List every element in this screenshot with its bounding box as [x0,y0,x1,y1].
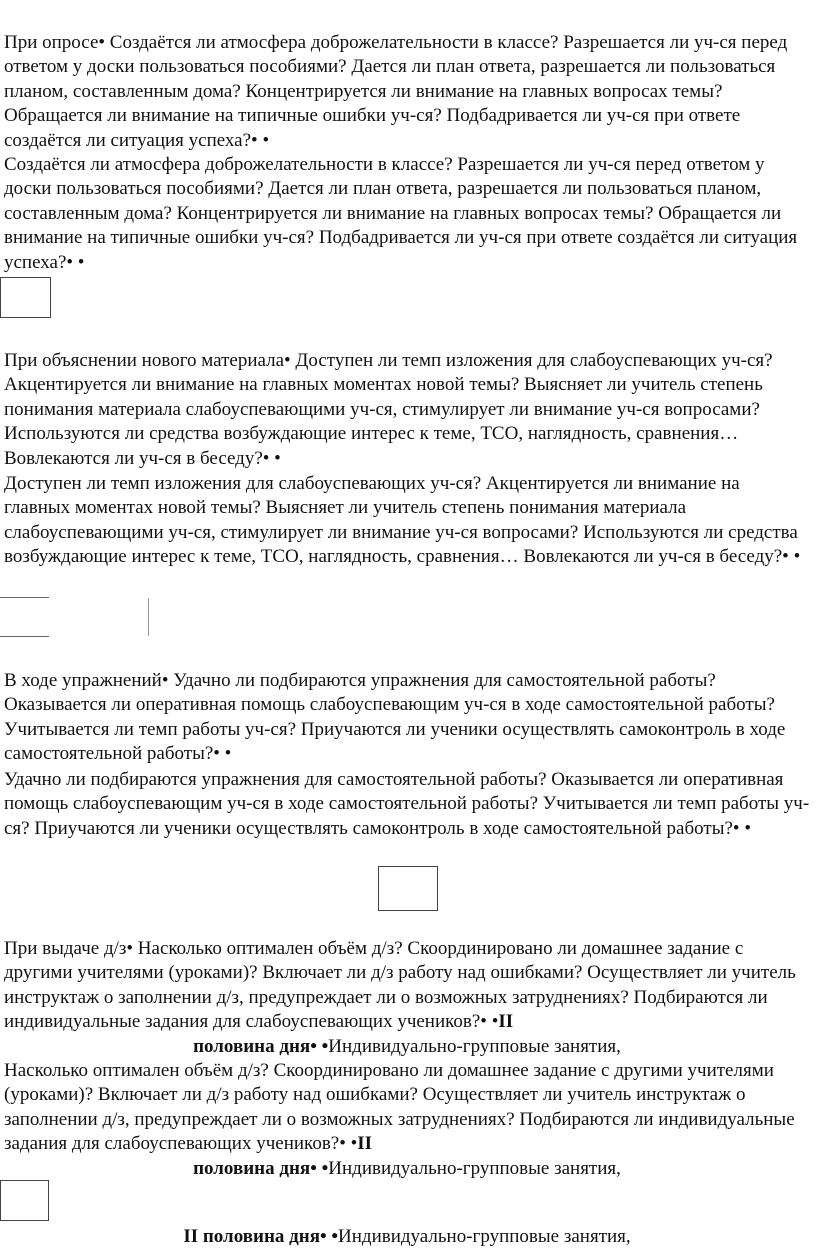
cell-border-top [0,597,49,598]
footer-line [4,1225,810,1249]
empty-cell-box [0,277,51,318]
footer-second-half-day-label: II половина дня• • [183,1226,339,1247]
second-half-label: II [357,1133,373,1155]
section-new-material-paragraph: При объяснении нового материала• Доступен ли темп изложения для слабоуспевающих уч-ся? Акцентируется ли внимание на главных моментах новой темы? Выясняет ли учитель степень понимания материала слабоуспевающими уч-ся, стимулирует ли внимание уч-ся вопросами? Используются ли средства возбуждающие интерес к теме, ТСО, наглядность, сравнения… Вовлекаются ли уч-ся в беседу?• • [4,350,773,469]
section-homework-repeat-paragraph: Насколько оптимален объём д/з? Скоординировано ли домашнее задание с другими учителями (уроками)? Включает ли д/з работу над ошибками? Осуществляет ли учитель инструктаж о заполнении д/з, предупреждает ли о возможных затруднениях? Подбираются ли индивидуальные задания для слабоуспевающих учеников?• • [4,1060,795,1155]
section-exercises-paragraph: В ходе упражнений• Удачно ли подбираются упражнения для самостоятельной работы? Оказывается ли оперативная помощь слабоуспевающим уч-ся в ходе самостоятельной работы? Учитывается ли темп работы уч-ся? Приучаются ли ученики осуществлять самоконтроль в ходе самостоятельной работы?• • [4,670,786,765]
section-homework-paragraph: При выдаче д/з• Насколько оптимален объём д/з? Скоординировано ли домашнее задание с другими учителями (уроками)? Включает ли д/з работу над ошибками? Осуществляет ли учитель инструктаж о заполнении д/з, предупреждает ли о возможных затруднениях? Подбираются ли индивидуальные задания для слабоуспевающих учеников?• • [4,938,796,1033]
second-half-day-label: половина дня• • [193,1157,329,1179]
second-half-label: II [498,1011,514,1033]
individual-group-classes-text: Индивидуально-групповые занятия, [328,1157,621,1179]
individual-group-classes-text: Индивидуально-групповые занятия, [328,1035,621,1057]
section-homework-subline [4,1035,810,1059]
section-new-material-repeat-paragraph: Доступен ли темп изложения для слабоуспевающих уч-ся? Акцентируется ли внимание на главных моментах новой темы? Выясняет ли учитель степень понимания материала слабоуспевающими уч-ся, стимулирует ли внимание уч-ся вопросами? Используются ли средства возбуждающие интерес к теме, ТСО, наглядность, сравнения… Вовлекаются ли уч-ся в беседу?• • [4,473,801,568]
section-homework-repeat-block [4,1059,810,1181]
cell-border-bottom [0,636,49,637]
empty-cell-box [0,1180,49,1221]
footer-individual-group-classes-text: Индивидуально-групповые занятия, [338,1226,631,1247]
second-half-day-label: половина дня• • [193,1035,329,1057]
section-exercises-repeat-paragraph: Удачно ли подбираются упражнения для самостоятельной работы? Оказывается ли оперативная помощь слабоуспевающим уч-ся в ходе самостоятельной работы? Учитывается ли темп работы уч-ся? Приучаются ли ученики осуществлять самоконтроль в ходе самостоятельной работы?• • [4,769,810,839]
section-oral-survey-paragraph: При опросе• Создаётся ли атмосфера доброжелательности в классе? Разрешается ли уч-ся перед ответом у доски пользоваться пособиями? Дается ли план ответа, разрешается ли пользоваться планом, составленным дома? Концентрируется ли внимание на главных вопросах темы? Обращается ли внимание на типичные ошибки уч-ся? Подбадривается ли уч-ся при ответе создаётся ли ситуация успеха?• • [4,32,788,151]
section-oral-survey-repeat-paragraph: Создаётся ли атмосфера доброжелательности в классе? Разрешается ли уч-ся перед ответом у доски пользоваться пособиями? Дается ли план ответа, разрешается ли пользоваться планом, составленным дома? Концентрируется ли внимание на главных вопросах темы? Обращается ли внимание на типичные ошибки уч-ся? Подбадривается ли уч-ся при ответе создаётся ли ситуация успеха?• • [4,154,798,273]
cell-border-vertical [148,598,149,636]
empty-cell-box [378,866,438,911]
section-homework-block [4,937,810,1059]
section-homework-repeat-subline [4,1157,810,1181]
